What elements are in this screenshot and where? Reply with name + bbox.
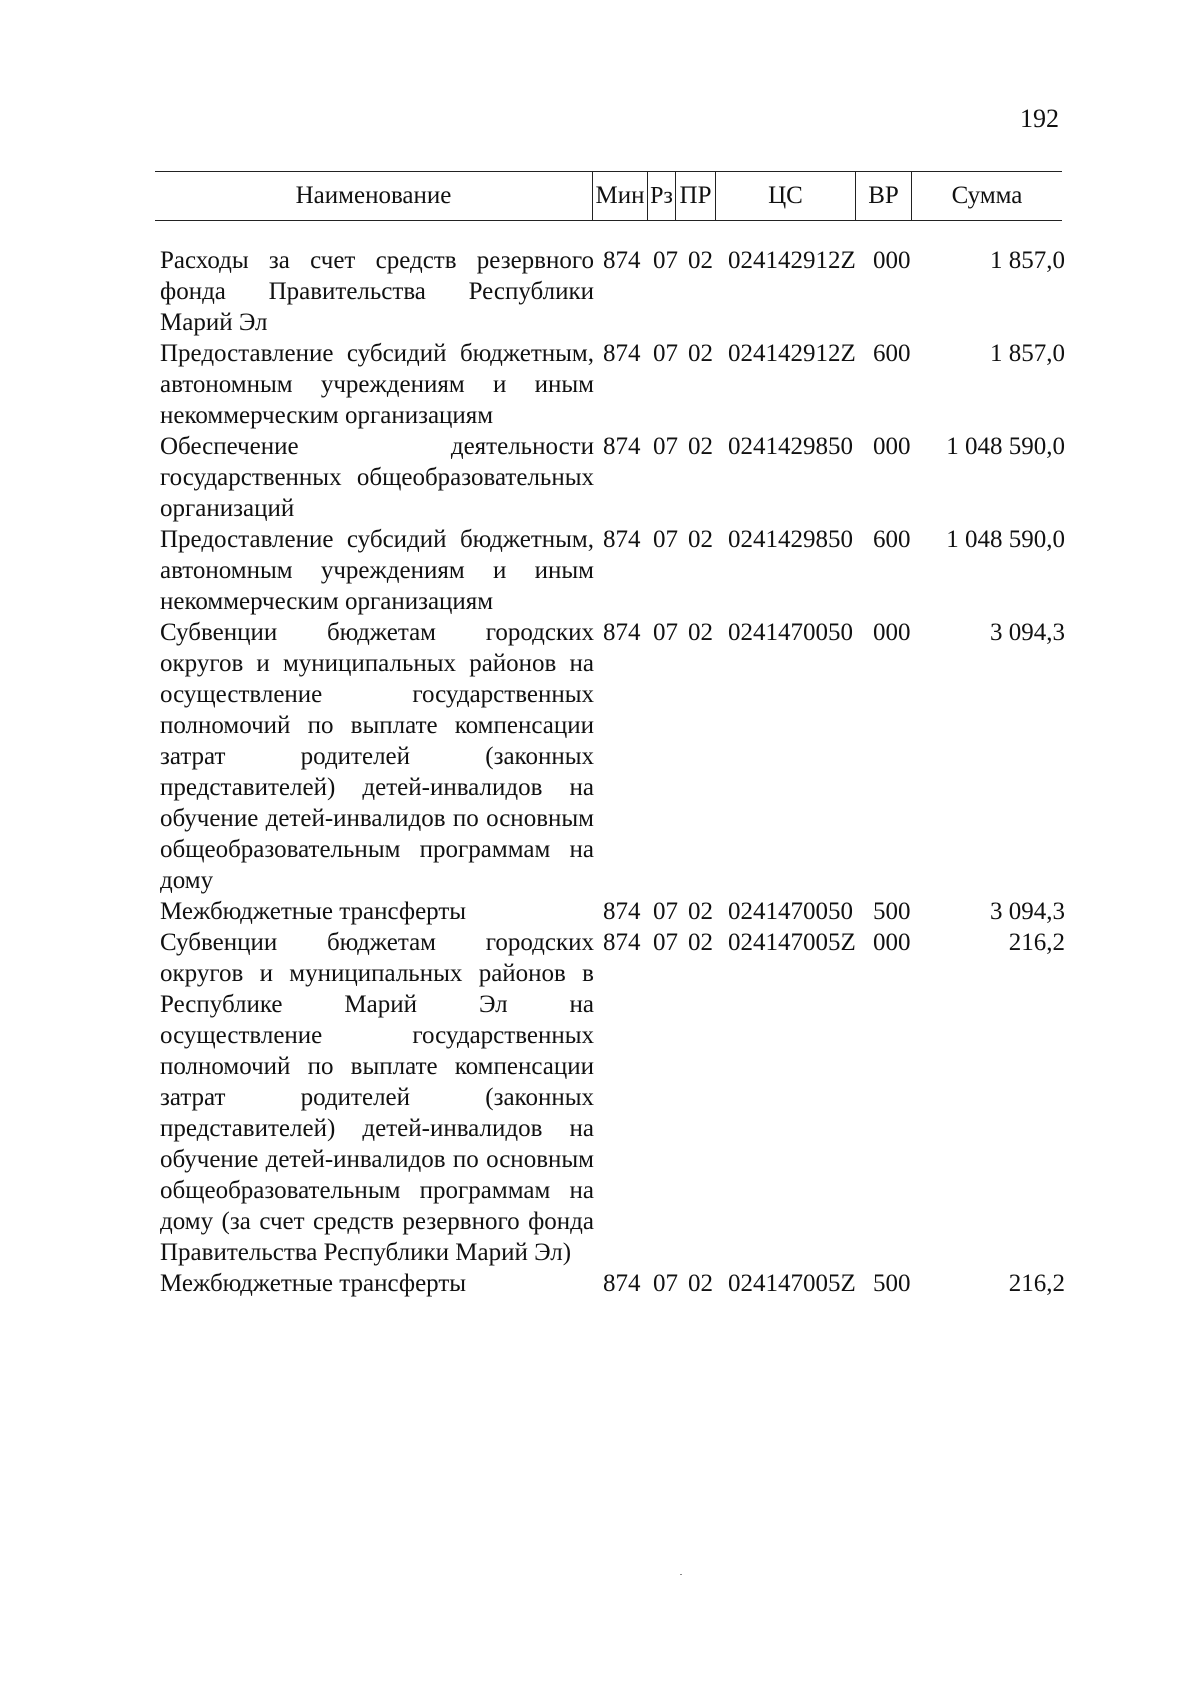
row-rz: 07 [653,433,678,460]
row-name: Обеспечение деятельности государственных общеобразовательных организаций [160,433,594,522]
row-name: Предоставление субсидий бюджетным, автономным учреждениям и иным некоммерческим организациям [160,340,594,429]
row-cs: 0241470050 [728,898,853,925]
scan-speck [680,1574,682,1575]
row-rz: 07 [653,340,678,367]
row-sum: 3 094,3 [990,619,1065,646]
row-vr: 500 [873,1270,911,1297]
row-min: 874 [603,340,641,367]
row-sum: 216,2 [1008,1270,1065,1297]
row-cs: 024142912Z [728,340,856,367]
row-name: Предоставление субсидий бюджетным, автономным учреждениям и иным некоммерческим организациям [160,526,594,615]
row-cs: 0241429850 [728,433,853,460]
row-vr: 600 [873,340,911,367]
row-rz: 07 [653,247,678,274]
row-cs: 024147005Z [728,1270,856,1297]
row-rz: 07 [653,898,678,925]
table-row [160,431,1065,524]
row-pr: 02 [688,929,713,956]
row-pr: 02 [688,1270,713,1297]
table-row [160,927,1065,1268]
row-cs: 024142912Z [728,247,856,274]
header-pr: ПР [675,172,715,220]
row-pr: 02 [688,619,713,646]
header-rz: Рз [647,172,675,220]
row-min: 874 [603,898,641,925]
row-sum: 1 048 590,0 [946,526,1065,553]
table-header [155,171,1062,221]
row-rz: 07 [653,619,678,646]
row-name: Межбюджетные трансферты [160,898,467,925]
page-number: 192 [1020,104,1059,133]
row-cs: 0241470050 [728,619,853,646]
row-vr: 000 [873,433,911,460]
row-rz: 07 [653,526,678,553]
row-vr: 600 [873,526,911,553]
row-sum: 1 857,0 [990,247,1065,274]
header-vr: ВР [855,172,911,220]
row-vr: 500 [873,898,911,925]
header-min: Мин [592,172,647,220]
row-name: Субвенции бюджетам городских округов и муниципальных районов в Республике Марий Эл на осуществление государственных полномочий по выплате компенсации затрат родителей (законных представителей) детей-инвалидов на обучение детей-инвалидов по основным общеобразовательным программам на дому (за счет средств резервного фонда Правительства Республики Марий Эл) [160,929,594,1266]
row-min: 874 [603,526,641,553]
row-pr: 02 [688,247,713,274]
row-min: 874 [603,929,641,956]
row-sum: 1 857,0 [990,340,1065,367]
table-row [160,1268,1065,1299]
table-row [160,896,1065,927]
row-pr: 02 [688,340,713,367]
row-vr: 000 [873,247,911,274]
row-cs: 0241429850 [728,526,853,553]
table-row [160,524,1065,617]
row-name: Межбюджетные трансферты [160,1270,467,1297]
row-pr: 02 [688,433,713,460]
row-min: 874 [603,247,641,274]
header-sum: Сумма [911,172,1062,220]
header-cs: ЦС [715,172,855,220]
header-name: Наименование [295,182,452,209]
row-vr: 000 [873,929,911,956]
row-min: 874 [603,433,641,460]
row-sum: 1 048 590,0 [946,433,1065,460]
row-cs: 024147005Z [728,929,856,956]
table-row [160,245,1065,338]
row-pr: 02 [688,526,713,553]
row-min: 874 [603,619,641,646]
row-sum: 216,2 [1008,929,1065,956]
row-vr: 000 [873,619,911,646]
row-sum: 3 094,3 [990,898,1065,925]
row-name: Субвенции бюджетам городских округов и муниципальных районов на осуществление государственных полномочий по выплате компенсации затрат родителей (законных представителей) детей-инвалидов на обучение детей-инвалидов по основным общеобразовательным программам на дому [160,619,594,894]
row-min: 874 [603,1270,641,1297]
table-row [160,617,1065,896]
table-body [160,245,1065,1299]
table-row [160,338,1065,431]
row-pr: 02 [688,898,713,925]
row-name: Расходы за счет средств резервного фонда Правительства Республики Марий Эл [160,247,594,336]
row-rz: 07 [653,929,678,956]
row-rz: 07 [653,1270,678,1297]
